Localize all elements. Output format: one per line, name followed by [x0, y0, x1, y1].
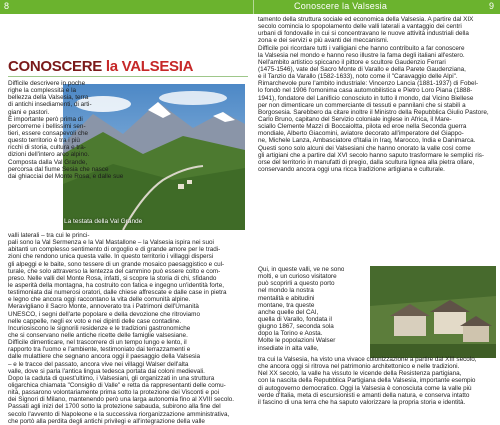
text-line: valli laterali – tra cui le princi- — [8, 232, 90, 239]
text-line: dai ghiacciai del Monte Rosa, e dalle sue — [8, 172, 124, 180]
text-line: giani e pastori. — [8, 108, 50, 116]
text-line: con la nascita della Repubblica Partigiana della Valsesia, importante esempio — [258, 377, 476, 385]
village-photo — [370, 266, 496, 358]
header-divider — [253, 0, 254, 14]
intro-text — [8, 80, 123, 180]
text-line: e legno che ancora oggi raccontano la vita delle comunità alpine. — [8, 296, 191, 304]
text-line: e il Tanzio da Varallo (1582-1633), noto come il "Caravaggio delle Alpi". — [258, 73, 458, 81]
text-line: valle, dove si parla l'antica lingua tedesca portata dai coloni medievali. — [8, 367, 205, 375]
text-line: righe la complessità e la — [8, 87, 77, 95]
text-line: ricchi di storia, cultura e tra- — [8, 144, 86, 152]
text-line: Carlo Bruno, capitano del Servizio coloniale inglese in Africa, il Mare- — [258, 115, 452, 123]
text-line: 1941), fondatore del Lanificio conosciuto in tutto il mondo, dal Vicino Biellese — [258, 94, 474, 102]
text-line: pali sono la Val Sermenza e la Val Mastallone – la Valsesia ispira nei suoi — [8, 239, 214, 247]
text-line: percorrerne i bellissimi sen- — [8, 122, 86, 130]
text-line: Difficile poi ricordare tutti i valligiani che hanno contribuito a far conoscere — [258, 44, 465, 52]
text-line: È importante però prima di — [8, 115, 83, 123]
text-line: percorsa dal fiume Sesia che nasce — [8, 165, 109, 173]
village-photo-graphic — [370, 266, 496, 358]
text-line: Difficile descrivere in poche — [8, 80, 86, 87]
section-title — [8, 58, 193, 75]
text-line: tieri, essere consapevoli che — [8, 129, 89, 137]
text-line: giugno 1867, seconda sola — [258, 323, 334, 331]
text-line: dopo la Torino e Aosta. — [258, 330, 323, 338]
text-line: Rimarchevole pure l'ambito industriale: Vincenzo Lancia (1881-1937) di Fobel- — [258, 80, 479, 88]
text-line: anche quelle del CAI, — [258, 308, 319, 316]
text-line: orse del territorio in manufatti di pregio, dalla scultura lignea alla pietra ollare, — [258, 158, 475, 166]
section-title-part2: la VALSESIA — [105, 58, 194, 75]
text-line: sciallo Clemente Mazzi di Boccaioltta, pilota ed eroe nella Seconda guerra — [258, 123, 467, 131]
text-line: Qui, in queste valli, ve ne sono — [258, 266, 345, 273]
left-column-text — [8, 232, 234, 425]
text-line: dizioni dell'intero arco alpino. — [8, 151, 90, 159]
text-line: insediate in alta valle, — [258, 344, 319, 352]
text-line: ne, Michele Lanza, Ambasciatore d'Italia in Iraq, Marocco, India e Danimarca. — [258, 137, 476, 145]
text-line: la Valsesia nel mondo e hanno reso illustre la fama degli italiani all'estero. — [258, 51, 465, 59]
text-line: Difficile dimenticare, nel trascorrere di un tempo lungo e lento, il — [8, 339, 187, 347]
text-line: zona e dei servizi e più avanti dei meccanismi. — [258, 37, 389, 45]
text-line: di antichi insediamenti, di arti- — [8, 101, 92, 109]
right-mid-text — [258, 266, 344, 352]
text-line: zioni che rendono unica questa valle. In questo territorio i villaggi dispersi — [8, 253, 214, 261]
text-line: turale, che solo attraverso la lentezza del cammino può essere colto e com- — [8, 267, 221, 275]
text-line: verde d'Italia, meta di escursionisti e amanti della natura, e conserva intatto — [258, 391, 470, 399]
page-header — [0, 0, 500, 14]
text-line: nelle cappelle, negli ex voto e nei dipinti delle case contadine. — [8, 317, 182, 325]
text-line: Meravigliano il Sacro Monte, annoverato tra i Patrimoni dell'Umanità — [8, 303, 199, 311]
text-line: urbani di fondovalle in cui si concentravano le nuove attività industriali della — [258, 30, 469, 38]
section-title-part1: CONOSCERE — [8, 58, 102, 75]
text-line: oligarchica chiamata "Consiglio di Valle" e retta da rappresentanti delle comu- — [8, 381, 226, 389]
photo-caption: La testata della Val Grande — [64, 218, 143, 225]
text-line: mentalità e abitudini — [258, 294, 315, 302]
title-underline — [8, 76, 248, 77]
text-line: lo fondò nel 1906 l'omonima casa automobilistica e Pietro Loro Piana (1888- — [258, 87, 473, 95]
text-line: che si conservano nelle antiche ricette delle famiglie valsesiane. — [8, 331, 188, 339]
text-line: Dopo la caduta di quest'ultimo, i Valsesiani, gli organizzati in una struttura — [8, 374, 215, 382]
text-line: gli artigiani che a partire dal XVI secolo hanno saputo trasformare le semplici ris- — [258, 151, 485, 159]
text-line: Composta dalla Val Grande, — [8, 158, 88, 166]
text-line: secolo l'avvento di Napoleone e la successiva riorganizzazione amministrativa, — [8, 410, 230, 418]
text-line: Incuriosiscono le signorili residenze e le tradizioni gastronomiche — [8, 324, 191, 332]
text-line: nel mondo la nostra — [258, 287, 314, 295]
text-line: le asperità della montagna, ha costruito con fatica e ingegno un'identità forte, — [8, 281, 224, 289]
right-column-text — [258, 16, 489, 173]
text-line: che ancora oggi si ritrova nel patrimonio architettonico e nelle tradizioni. — [258, 363, 460, 371]
text-line: preso. Nelle valli del Monte Rosa, infatti, si scopre la storia di chi, sfidando — [8, 274, 217, 282]
right-bottom-text — [258, 356, 477, 406]
page-number-right: 9 — [488, 1, 494, 11]
text-line: Molte le popolazioni Walser — [258, 337, 336, 345]
text-line: montane, tra queste — [258, 301, 315, 309]
text-line: di autogoverno democratico. Oggi la Valsesia è conosciuta come la valle più — [258, 384, 472, 392]
text-line: Passati agli inizi del 1700 sotto la protezione sabauda, subirono alla fine del — [8, 403, 221, 411]
text-line: nità, passarono volontariamente prima sotto la protezione dei Visconti e poi — [8, 389, 220, 397]
text-line: molti, e un curioso visitatore — [258, 273, 337, 281]
text-line: per non dimenticare un commerciante di tessuti e pannilani che si stabilì a — [258, 101, 466, 109]
text-line: mondiale, Alberto Giacomini, aviatore decorato all'imperatore del Giappo- — [258, 130, 464, 138]
text-line: abitanti un complesso sentimento di orgoglio e di grande amore per le tradi- — [8, 246, 221, 254]
page-number-left: 8 — [4, 1, 10, 11]
text-line: (1475-1546), vate del Sacro Monte di Varallo e della Parete Gaudenziana, — [258, 65, 466, 73]
text-line: che portò alla perdita degli antichi privilegi e all'integrazione della valle — [8, 417, 205, 425]
text-line: Nel XX secolo, la valle ha vissuto le vicende della Resistenza partigiana, — [258, 370, 462, 378]
text-line: Nell'ambito artistico spiccano il pittore e scultore Gaudenzio Ferrari — [258, 58, 446, 66]
text-line: Borgosesia. Sarebbero da citare inoltre il Ministro della Repubblica Giulio Pastore, — [258, 108, 489, 116]
text-line: tamento della struttura sociale ed economica della Valsesia. A partire dal XIX — [258, 16, 474, 23]
text-line: quella di Varallo, fondata il — [258, 315, 332, 323]
running-title: Conoscere la Valsesia — [294, 1, 388, 11]
text-line: dei Signori di Milano, mantenendo però una larga autonomia fino al XVIII secolo. — [8, 396, 235, 404]
text-line: questo territorio è tra i più — [8, 137, 80, 145]
text-line: rapporto tra l'uomo e l'ambiente, testimoniato dai terrazzamenti e — [8, 346, 191, 354]
text-line: testimoniata dai numerosi oratori, dalle chiese affrescate e dalle case in pietra — [8, 289, 227, 297]
text-line: il fascino di una terra che ha saputo valorizzare la propria storia e identità. — [258, 398, 466, 406]
text-line: dalle mulattiere che segnano ancora oggi il paesaggio della Valsesia — [8, 353, 201, 361]
text-line: – e le tracce del passato, ancora vive nei villaggi Walser dell'alta — [8, 360, 189, 368]
text-line: secolo comincia lo spopolamento delle valli laterali a vantaggio dei centri — [258, 23, 462, 31]
text-line: conservando ancora oggi una ricca tradizione artigiana e culturale. — [258, 165, 445, 173]
text-line: può scoprirli a questo porto — [258, 280, 335, 288]
text-line: Questi sono solo alcuni dei Valsesiani che hanno onorato la valle così come — [258, 144, 471, 152]
text-line: bellezza della Valsesia, terra — [8, 94, 89, 102]
text-line: UNESCO, i segni dell'arte popolare e della devozione che ritroviamo — [8, 310, 200, 318]
text-line: tra cui la Valsesia, ha visto una vivace colonizzazione a partire dal XIII secolo, — [258, 356, 477, 363]
text-line: gli alpeggi e le baite, sono tessere di un grande mosaico paesaggistico e cul- — [8, 260, 225, 268]
